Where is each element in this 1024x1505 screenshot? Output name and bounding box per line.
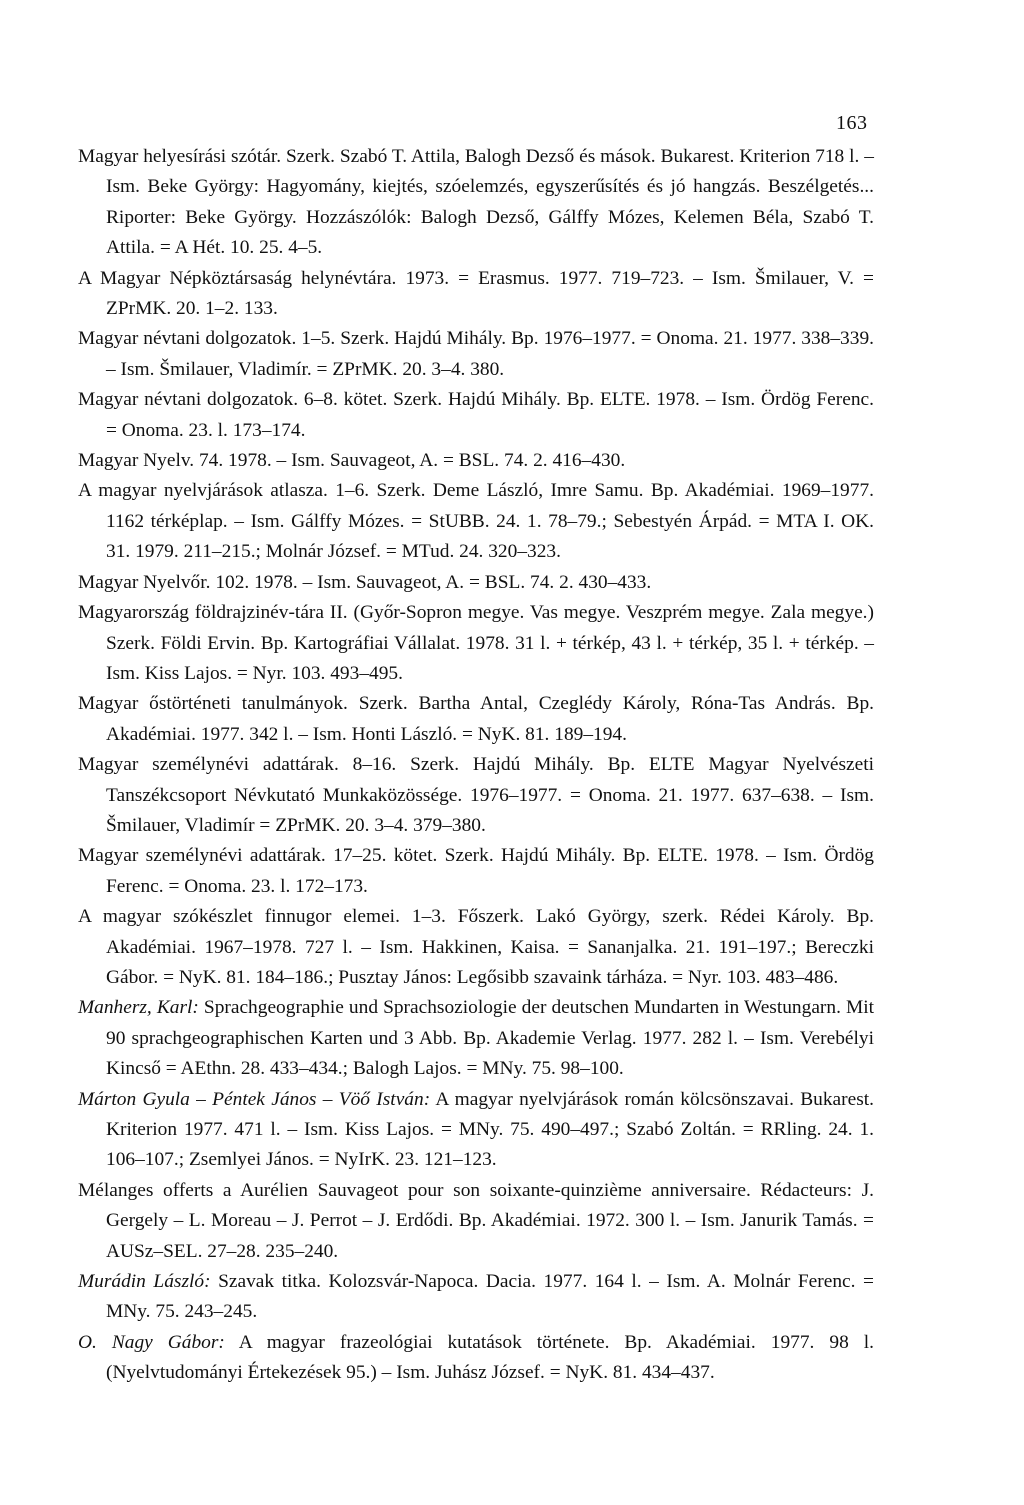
bibliography-entry: Magyar névtani dolgozatok. 1–5. Szerk. Hajdú Mihály. Bp. 1976–1977. = Onoma. 21. 1977. 338–339. – Ism. Šmilauer, Vladimír. = ZPrMK. 20. 3–4. 380. <box>78 328 874 380</box>
page-number: 163 <box>836 112 868 134</box>
bibliography-entry: A magyar nyelvjárások atlasza. 1–6. Szerk. Deme László, Imre Samu. Bp. Akadémiai. 1969–1977. 1162 térképlap. – Ism. Gálffy Mózes. = StUBB. 24. 1. 78–79.; Sebestyén Árpád. = MTA I. OK. 31. 1979. 211–215.; Molnár József. = MTud. 24. 320–323. <box>78 480 874 563</box>
bibliography-entry: O. Nagy Gábor: A magyar frazeológiai kutatások története. Bp. Akadémiai. 1977. 98 l. (Nyelvtudományi Értekezések 95.) – Ism. Juhász József. = NyK. 81. 434–437. <box>78 1331 874 1384</box>
bibliography-entry: Magyar személynévi adattárak. 8–16. Szerk. Hajdú Mihály. Bp. ELTE Magyar Nyelvészeti Tanszékcsoport Névkutató Munkaközössége. 1976–1977. = Onoma. 21. 1977. 637–638. – Ism. Šmilauer, Vladimír = ZPrMK. 20. 3–4. 379–380. <box>78 754 874 836</box>
bibliography-entry: Magyar névtani dolgozatok. 6–8. kötet. Szerk. Hajdú Mihály. Bp. ELTE. 1978. – Ism. Ördög Ferenc. = Onoma. 23. l. 173–174. <box>78 389 874 441</box>
bibliography-entry: Magyar személynévi adattárak. 17–25. kötet. Szerk. Hajdú Mihály. Bp. ELTE. 1978. – Ism. Ördög Ferenc. = Onoma. 23. l. 172–173. <box>78 845 874 897</box>
bibliography-entry: Magyar Nyelv. 74. 1978. – Ism. Sauvageot, A. = BSL. 74. 2. 416–430. <box>78 450 626 472</box>
bibliography-entry: A magyar szókészlet finnugor elemei. 1–3. Főszerk. Lakó György, szerk. Rédei Károly. Bp. Akadémiai. 1967–1978. 727 l. – Ism. Hakkinen, Kaisa. = Sananjalka. 21. 191–197.; Bereczki Gábor. = NyK. 81. 184–186.; Pusztay János: Legősibb szavaink tárháza. = Nyr. 103. 483–486. <box>78 906 874 988</box>
bibliography-entry: Magyar Nyelvőr. 102. 1978. – Ism. Sauvageot, A. = BSL. 74. 2. 430–433. <box>78 571 652 593</box>
bibliography-entry: Magyar őstörténeti tanulmányok. Szerk. Bartha Antal, Czeglédy Károly, Róna-Tas András. Bp. Akadémiai. 1977. 342 l. – Ism. Honti László. = NyK. 81. 189–194. <box>78 693 874 745</box>
bibliography-entry: Mélanges offerts a Aurélien Sauvageot pour son soixante-quinzième anniversaire. Rédacteurs: J. Gergely – L. Moreau – J. Perrot – J. Erdődi. Bp. Akadémiai. 1972. 300 l. – Ism. Janurik Tamás. = AUSz–SEL. 27–28. 235–240. <box>78 1179 874 1262</box>
bibliography-entry: Manherz, Karl: Sprachgeographie und Sprachsoziologie der deutschen Mundarten in Westungarn. Mit 90 sprachgeographischen Karten und 3 Abb. Bp. Akademie Verlag. 1977. 282 l. – Ism. Verebélyi Kincső = AEthn. 28. 433–434.; Balogh Lajos. = MNy. 75. 98–100. <box>78 997 874 1080</box>
bibliography-list <box>78 142 874 1389</box>
bibliography-entry: Magyar helyesírási szótár. Szerk. Szabó T. Attila, Balogh Dezső és mások. Bukarest. Kriterion 718 l. – Ism. Beke György: Hagyomány, kiejtés, szóelemzés, egyszerűsítés és jó hangzás. Beszélgetés... Riporter: Beke György. Hozzászólók: Balogh Dezső, Gálffy Mózes, Kelemen Béla, Szabó T. Attila. = A Hét. 10. 25. 4–5. <box>78 146 874 259</box>
bibliography-entry: Magyarország földrajzinév-tára II. (Győr-Sopron megye. Vas megye. Veszprém megye. Zala megye.) Szerk. Földi Ervin. Bp. Kartográfiai Vállalat. 1978. 31 l. + térkép, 43 l. + térkép, 35 l. + térkép. – Ism. Kiss Lajos. = Nyr. 103. 493–495. <box>78 602 874 684</box>
bibliography-entry: Murádin László: Szavak titka. Kolozsvár-Napoca. Dacia. 1977. 164 l. – Ism. A. Molnár Ferenc. = MNy. 75. 243–245. <box>78 1271 874 1323</box>
bibliography-entry: Márton Gyula – Péntek János – Vöő István: A magyar nyelvjárások román kölcsönszavai. Bukarest. Kriterion 1977. 471 l. – Ism. Kiss Lajos. = MNy. 75. 490–497.; Szabó Zoltán. = RRling. 24. 1. 106–107.; Zsemlyei János. = NyIrK. 23. 121–123. <box>78 1088 874 1171</box>
bibliography-entry: A Magyar Népköztársaság helynévtára. 1973. = Erasmus. 1977. 719–723. – Ism. Šmilauer, V. = ZPrMK. 20. 1–2. 133. <box>78 267 874 320</box>
